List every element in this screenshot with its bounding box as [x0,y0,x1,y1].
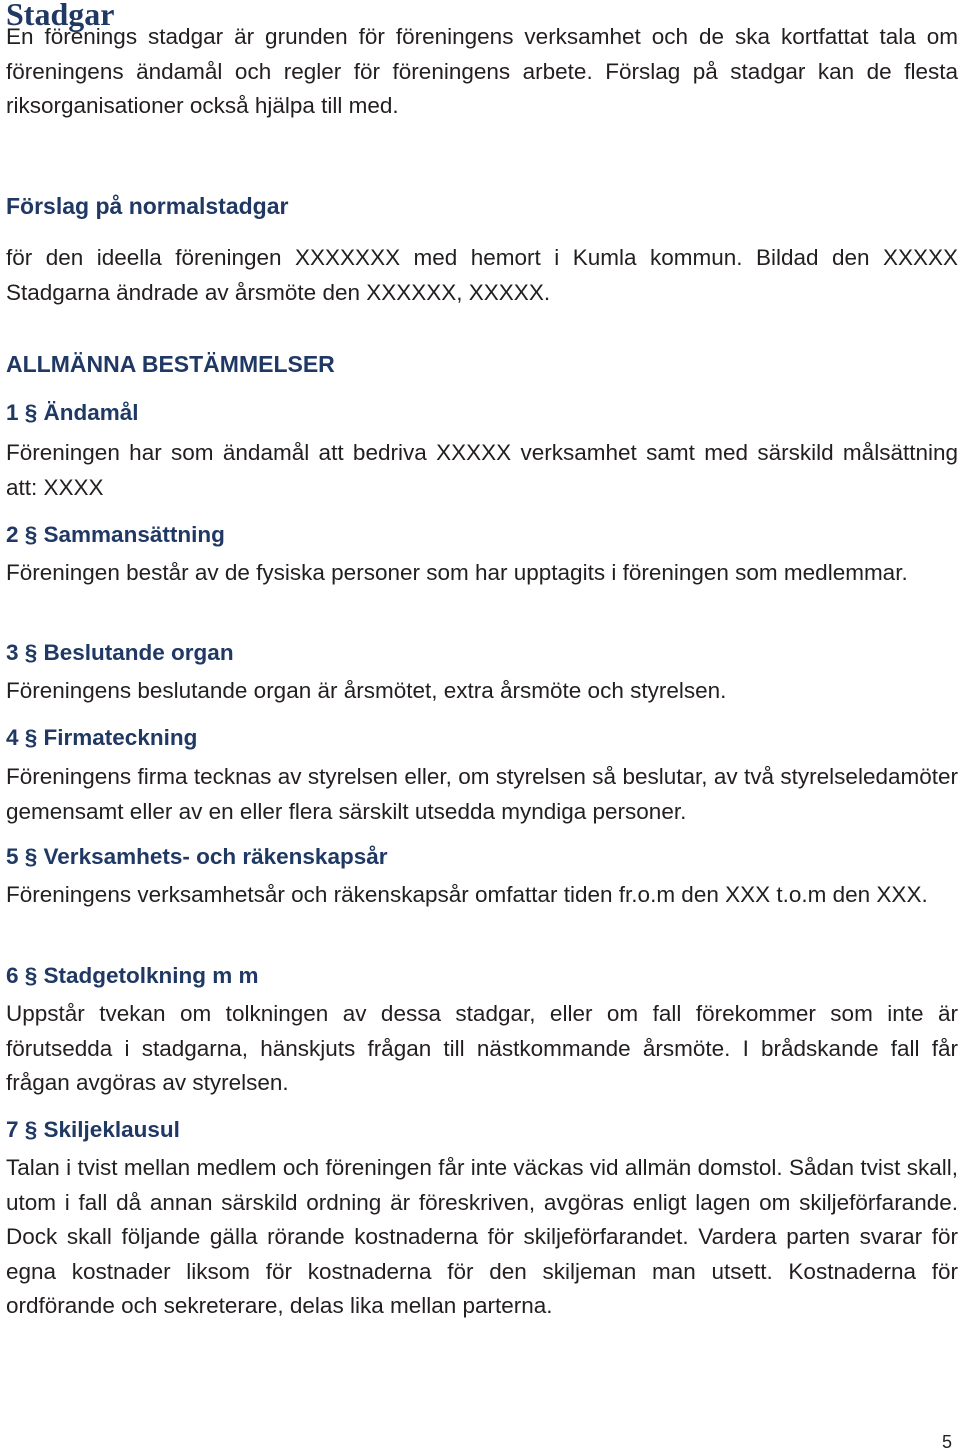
section-heading-6: 6 § Stadgetolkning m m [6,963,259,988]
section-text-4: Föreningens firma tecknas av styrelsen eller, om styrelsen så beslutar, av två styrelseledamöter gemensamt eller av en eller flera särskilt utsedda myndiga personer. [6,764,958,824]
section-text-6: Uppstår tvekan om tolkningen av dessa stadgar, eller om fall förekommer som inte är förutsedda i stadgarna, hänskjuts frågan till nästkommande årsmöte. I brådskande fall får frågan avgöras av styrelsen. [6,1001,958,1095]
section-text-2: Föreningen består av de fysiska personer som har upptagits i föreningen som medlemmar. [6,560,908,585]
section-heading-1: 1 § Ändamål [6,400,139,425]
section-heading-7: 7 § Skiljeklausul [6,1117,180,1142]
page-number: 5 [941,1432,952,1452]
section-heading-4: 4 § Firmateckning [6,725,198,750]
general-provisions-heading: ALLMÄNNA BESTÄMMELSER [6,351,335,377]
proposal-heading: Förslag på normalstadgar [6,193,289,219]
section-heading-3: 3 § Beslutande organ [6,640,234,665]
section-text-1: Föreningen har som ändamål att bedriva XXXXX verksamhet samt med särskild målsättning att: XXXX [6,440,958,500]
section-text-7: Talan i tvist mellan medlem och föreningen får inte väckas vid allmän domstol. Sådan tvist skall, utom i fall då annan särskild ordning är föreskriven, avgöras enligt lagen om skiljeförfarande. Dock skall följande gälla rörande kostnaderna för skiljeförfarandet. Vardera parten svarar för egna kostnader liksom för kostnaderna för den skiljeman man utsett. Kostnaderna för ordförande och sekreterare, delas lika mellan parterna. [6,1155,958,1318]
section-text-3: Föreningens beslutande organ är årsmötet, extra årsmöte och styrelsen. [6,678,727,703]
section-text-5: Föreningens verksamhetsår och räkenskapsår omfattar tiden fr.o.m den XXX t.o.m den XXX. [6,882,928,907]
section-heading-2: 2 § Sammansättning [6,522,225,547]
page-title: Stadgar [6,0,115,32]
section-heading-5: 5 § Verksamhets- och räkenskapsår [6,844,388,869]
proposal-paragraph: för den ideella föreningen XXXXXXX med hemort i Kumla kommun. Bildad den XXXXX Stadgarna ändrade av årsmöte den XXXXXX, XXXXX. [6,245,958,305]
intro-paragraph: En förenings stadgar är grunden för föreningens verksamhet och de ska kortfattat tala om föreningens ändamål och regler för föreningens arbete. Förslag på stadgar kan de flesta riksorganisationer också hjälpa till med. [6,24,958,118]
